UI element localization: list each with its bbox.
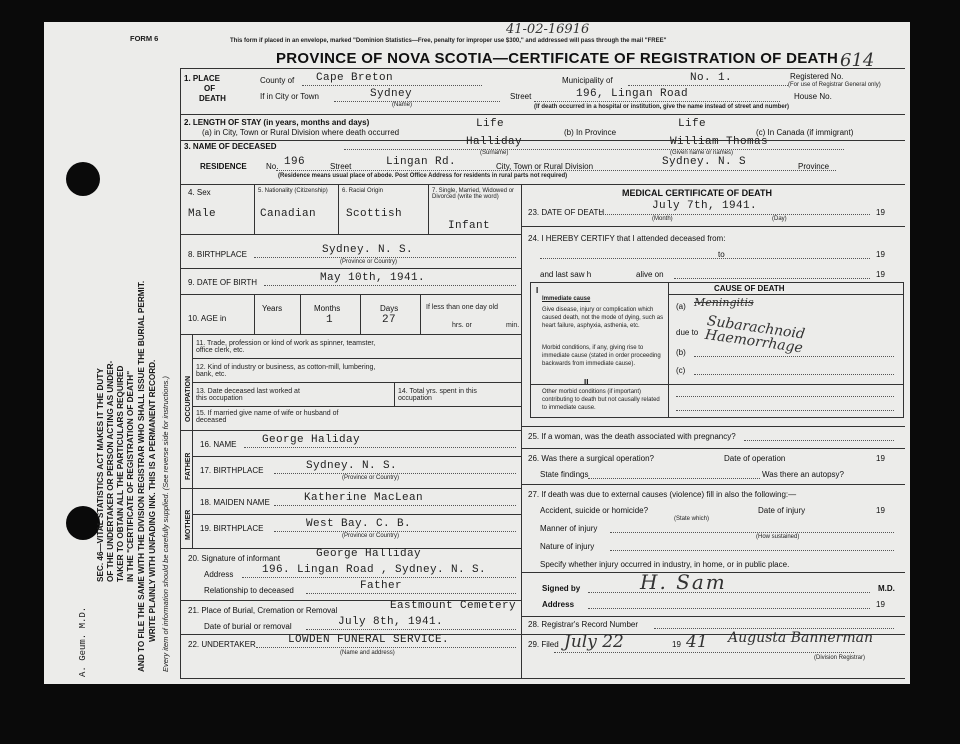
mother-side-label: MOTHER: [185, 509, 192, 540]
months-label: Months: [314, 304, 341, 313]
age-months-value: 1: [326, 314, 334, 326]
racial-value: Scottish: [346, 208, 403, 220]
dob-line: [264, 285, 516, 286]
residence-label: RESIDENCE: [200, 162, 247, 171]
birthplace-sub: (Province or Country): [340, 259, 398, 265]
occupation-13-label: 13. Date deceased last worked at this occupation: [196, 388, 300, 402]
stay-b-label: (b) In Province: [564, 128, 617, 137]
filed-year: 41: [686, 632, 708, 652]
cause-ii-rule: [530, 384, 904, 385]
nationality-label: 5. Nationality (Citizenship): [258, 188, 328, 194]
rule-m1: [521, 226, 905, 227]
undertaker-name: LOWDEN FUNERAL SERVICE.: [288, 634, 450, 646]
deceased-label: 3. NAME OF DECEASED: [184, 142, 277, 151]
mother-birthplace-sub: (Province or Country): [342, 533, 400, 539]
deceased-line: [344, 149, 844, 150]
rule-5: [180, 268, 521, 269]
cause-header: CAUSE OF DEATH: [714, 284, 785, 293]
registered-no-label: Registered No.: [790, 72, 844, 81]
burial-date-line: [306, 629, 516, 630]
page-title: PROVINCE OF NOVA SCOTIA—CERTIFICATE OF REGISTRATION OF DEATH: [276, 50, 839, 67]
bottom-border: [180, 678, 905, 679]
father-birthplace-line: [274, 473, 516, 474]
street-note: (If death occurred in a hospital or institution, give the name instead of street and number): [534, 104, 790, 110]
cause-c-label: (c): [676, 366, 686, 375]
sidebar-line-6: WRITE PLAINLY WITH UNFADING INK. THIS IS A PERMANENT RECORD.: [148, 359, 157, 642]
county-label: County of: [260, 76, 295, 85]
rule-occ-3: [192, 406, 521, 407]
external-causes-label: 27. If death was due to external causes (violence) fill in also the following:—: [528, 490, 797, 499]
state-which: (State which): [674, 516, 710, 522]
other-label: Other morbid conditions (if important) contributing to death but not causally related to immediate cause.: [542, 389, 660, 411]
record-number-label: 28. Registrar's Record Number: [528, 620, 639, 629]
rule-m4: [521, 484, 905, 485]
burial-date: July 8th, 1941.: [338, 616, 444, 628]
date-operation-label: Date of operation: [724, 454, 786, 463]
nationality-value: Canadian: [260, 208, 317, 220]
medical-header: MEDICAL CERTIFICATE OF DEATH: [622, 188, 772, 198]
rule-m2: [521, 426, 905, 427]
sidebar-line-3: TAKER TO OBTAIN ALL THE PARTICULARS REQUIRED: [116, 365, 125, 582]
age-div-3: [360, 294, 361, 334]
mother-birthplace-line: [274, 531, 516, 532]
sidebar-line-1: SEC. 46—VITAL STATISTICS ACT MAKES IT THE DUTY: [96, 368, 105, 582]
residence-no-label: No.: [266, 162, 279, 171]
year-suffix-27: 19: [876, 506, 885, 515]
findings-line: [588, 478, 760, 479]
residence-city: Sydney. N. S: [662, 156, 747, 168]
cause-other-line-2: [676, 410, 894, 411]
due-to-label: due to: [676, 328, 699, 337]
cause-b-label: (b): [676, 348, 686, 357]
father-side-label: FATHER: [185, 452, 192, 480]
residence-note: (Residence means usual place of abode. Post Office Address for residents in rural parts not required): [278, 173, 568, 179]
cause-col-divider: [668, 282, 669, 418]
autopsy-label: Was there an autopsy?: [762, 470, 844, 479]
nature-line: [610, 550, 894, 551]
relationship-label: Relationship to deceased: [204, 586, 294, 595]
med-address-label: Address: [542, 600, 575, 609]
mother-birthplace: West Bay. C. B.: [306, 518, 412, 530]
cause-header-rule: [668, 294, 903, 295]
city-line: [334, 101, 500, 102]
undertaker-line: [256, 647, 516, 648]
rule-occ-2: [192, 382, 521, 383]
signed-label: Signed by: [542, 584, 581, 593]
occ-13-14-divider: [394, 382, 395, 406]
month-sub: (Month): [652, 216, 673, 222]
nature-label: Nature of injury: [540, 542, 595, 551]
punch-hole-bottom: [66, 506, 100, 540]
cause-a-value: Subarachnoid Haemorrhage: [703, 313, 806, 357]
cause-a-struck: Meningitis: [694, 296, 754, 309]
burial-date-label: Date of burial or removal: [204, 622, 292, 631]
dob-value: May 10th, 1941.: [320, 272, 426, 284]
rule-6: [180, 294, 521, 295]
stay-a-label: (a) in City, Town or Rural Division where death occurred: [202, 128, 400, 137]
signed-line: [588, 592, 870, 593]
municipality-line: [628, 85, 788, 86]
rule-occ-1: [192, 358, 521, 359]
deceased-surname-sub: (Surname): [480, 150, 509, 156]
informant-address-label: Address: [204, 570, 234, 579]
age-days-value: 27: [382, 314, 397, 326]
father-birthplace-label: 17. BIRTHPLACE: [200, 466, 264, 475]
sidebar-line-2: OF THE UNDERTAKER OR PERSON ACTING AS UNDER-: [106, 360, 115, 582]
min-label: min.: [506, 322, 520, 329]
accident-label: Accident, suicide or homicide?: [540, 506, 649, 515]
cause-b-line: [694, 356, 894, 357]
certify-to: to: [718, 250, 725, 259]
roman-2: II: [584, 378, 589, 387]
rule-9: [192, 456, 521, 457]
top-note: This form if placed in an envelope, marked "Dominion Statistics—Free, penalty for improper use $300," and addressed will pass through the mail "FREE": [230, 38, 667, 44]
municipality-label: Municipality of: [562, 76, 613, 85]
father-birthplace-sub: (Province or Country): [342, 475, 400, 481]
occupation-11-label: 11. Trade, profession or kind of work as spinner, teamster, office clerk, etc.: [196, 340, 376, 354]
registered-no-value: 614: [840, 50, 875, 71]
year-suffix-26: 19: [876, 454, 885, 463]
sidebar-line-4: IN THE "CERTIFICATE OF REGISTRATION OF DEATH": [126, 370, 135, 582]
street-value: 196, Lingan Road: [576, 88, 689, 100]
age-div-4: [420, 294, 421, 334]
cause-a-label: (a): [676, 302, 686, 311]
pregnancy-label: 25. If a woman, was the death associated with pregnancy?: [528, 432, 736, 441]
occupation-side-label: OCCUPATION: [185, 375, 192, 422]
sidebar-margin-note: A. Geum. M.D.: [78, 606, 88, 677]
certify-line-1: [540, 258, 870, 259]
form-label: FORM 6: [130, 34, 159, 43]
age-div-2: [300, 294, 301, 334]
undertaker-sub: (Name and address): [340, 650, 395, 656]
filed-19: 19: [672, 640, 681, 649]
deceased-given-sub: (Given name or names): [670, 150, 734, 156]
age-label: 10. AGE in: [188, 314, 227, 323]
header-rule: [180, 68, 905, 69]
residence-line: [276, 170, 836, 171]
date-of-death-label: 23. DATE OF DEATH: [528, 208, 605, 217]
stay-b-value: Life: [678, 118, 707, 130]
rule-10: [180, 488, 521, 489]
certify-label: 24. I HEREBY CERTIFY that I attended deceased from:: [528, 234, 726, 243]
rule-m6: [521, 616, 905, 617]
rule-1: [180, 114, 905, 115]
specify-label: Specify whether injury occurred in industry, in home, or in public place.: [540, 560, 790, 569]
municipality-value: No. 1.: [690, 72, 733, 84]
less-day-label: If less than one day old: [426, 304, 498, 311]
racial-label: 6. Racial Origin: [342, 188, 384, 194]
street-line: [534, 101, 780, 102]
manner-label: Manner of injury: [540, 524, 598, 533]
rule-8: [180, 430, 521, 431]
dob-label: 9. DATE OF BIRTH: [188, 278, 258, 287]
registered-no-sub: (For use of Registrar General only): [788, 82, 881, 88]
operation-label: 26. Was there a surgical operation?: [528, 454, 654, 463]
certify-line-2: [674, 278, 870, 279]
city-value: Sydney: [370, 88, 413, 100]
residence-street-label: Street: [330, 162, 352, 171]
length-of-stay-label: 2. LENGTH OF STAY (in years, months and days): [184, 118, 370, 127]
md-label: M.D.: [878, 584, 895, 593]
physician-signature: H. Sam: [640, 570, 727, 594]
marital-label: 7. Single, Married, Widowed or Divorced (write the word): [432, 188, 515, 200]
divider-6-7: [428, 184, 429, 234]
place-label-2: OF: [204, 84, 216, 93]
top-handwritten-number: 41-02-16916: [506, 22, 590, 37]
occupation-12-label: 12. Kind of industry or business, as cotton-mill, lumbering, bank, etc.: [196, 364, 376, 378]
immediate-desc: Give disease, injury or complication which caused death, not the mode of dying, such as heart failure, asphyxia, asthenia, etc.: [542, 307, 664, 329]
deceased-given: William Thomas: [670, 136, 769, 148]
rule-m3: [521, 448, 905, 449]
residence-city-label: City, Town or Rural Division: [496, 162, 594, 171]
informant-name: George Halliday: [316, 548, 422, 560]
date-of-death-value: July 7th, 1941.: [652, 200, 758, 212]
day-sub: (Day): [772, 216, 787, 222]
street-label: Street: [510, 92, 532, 101]
burial-place: Eastmount Cemetery: [390, 600, 517, 612]
father-name-line: [244, 447, 516, 448]
divider-4-5: [254, 184, 255, 234]
mother-name-line: [274, 505, 516, 506]
residence-no: 196: [284, 156, 306, 168]
cause-c-line: [694, 374, 894, 375]
stay-c-label: (c) In Canada (if immigrant): [756, 128, 854, 137]
registrar-signature: Augusta Bannerman: [728, 630, 873, 646]
residence-province-label: Province: [798, 162, 830, 171]
manner-line: [610, 532, 894, 533]
parents-side-divider: [192, 430, 193, 548]
father-name-label: 16. NAME: [200, 440, 237, 449]
record-number-line: [654, 628, 894, 629]
date-of-death-line: [600, 214, 870, 215]
father-birthplace: Sydney. N. S.: [306, 460, 398, 472]
immediate-label: Immediate cause: [542, 296, 591, 302]
age-div-1: [254, 294, 255, 334]
year-suffix-addr: 19: [876, 600, 885, 609]
birthplace-label: 8. BIRTHPLACE: [188, 250, 247, 259]
registrar-sub: (Division Registrar): [814, 655, 866, 661]
mother-birthplace-label: 19. BIRTHPLACE: [200, 524, 264, 533]
filed-date: July 22: [564, 632, 624, 652]
city-label: If in City or Town: [260, 92, 319, 101]
county-value: Cape Breton: [316, 72, 394, 84]
divider-5-6: [338, 184, 339, 234]
relationship-line: [306, 593, 516, 594]
center-divider: [521, 184, 522, 678]
informant-address: 196. Lingan Road , Sydney. N. S.: [262, 564, 487, 576]
hrs-label: hrs. or: [452, 322, 472, 329]
rule-2: [180, 140, 905, 141]
certify-last: and last saw h: [540, 270, 592, 279]
burial-label: 21. Place of Burial, Cremation or Removal: [188, 606, 338, 615]
rule-3: [180, 184, 905, 185]
sex-value: Male: [188, 208, 217, 220]
how-sustained: (How sustained): [756, 534, 800, 540]
sidebar-line-5: AND TO FILE THE SAME WITH THE DIVISION REGISTRAR WHO SHALL ISSUE THE BURIAL PERMIT.: [137, 280, 146, 672]
morbid-label: Morbid conditions, if any, giving rise to immediate cause (stated in order proceeding backwards from immediate cause).: [542, 345, 661, 367]
informant-label: 20. Signature of informant: [188, 554, 281, 563]
occupation-14-label: 14. Total yrs. spent in this occupation: [398, 388, 477, 402]
deceased-surname: Halliday: [466, 136, 523, 148]
father-name: George Haliday: [262, 434, 361, 446]
relationship-value: Father: [360, 580, 403, 592]
cause-other-line-1: [676, 396, 894, 397]
rule-7: [180, 334, 521, 335]
mother-name-label: 18. MAIDEN NAME: [200, 498, 270, 507]
mother-name: Katherine MacLean: [304, 492, 424, 504]
date-injury-label: Date of injury: [758, 506, 806, 515]
death-certificate: [44, 22, 910, 684]
year-suffix-24a: 19: [876, 250, 885, 259]
undertaker-label: 22. UNDERTAKER: [188, 640, 256, 649]
sidebar-line-7: Every item of information should be carefully supplied. (See reverse side for instructions.): [161, 376, 170, 672]
certify-alive: alive on: [636, 270, 664, 279]
rule-4: [180, 234, 521, 235]
place-label-3: DEATH: [199, 94, 226, 103]
house-no-label: House No.: [794, 92, 832, 101]
place-label-1: 1. PLACE: [184, 74, 221, 83]
sex-label: 4. Sex: [188, 188, 211, 197]
marital-value: Infant: [448, 220, 491, 232]
findings-label: State findings: [540, 470, 589, 479]
filed-line: [554, 652, 854, 653]
pregnancy-line: [744, 440, 894, 441]
birthplace-line: [254, 257, 516, 258]
rule-11: [192, 514, 521, 515]
med-address-line: [588, 608, 870, 609]
days-label: Days: [380, 304, 399, 313]
year-suffix-23: 19: [876, 208, 885, 217]
years-label: Years: [262, 304, 283, 313]
filed-label: 29. Filed: [528, 640, 559, 649]
left-border: [180, 68, 181, 678]
city-sub: (Name): [392, 102, 413, 108]
occupation-15-label: 15. If married give name of wife or husband of deceased: [196, 410, 339, 424]
residence-street: Lingan Rd.: [386, 156, 457, 168]
informant-address-line: [242, 577, 516, 578]
punch-hole-top: [66, 162, 100, 196]
roman-1: I: [536, 286, 539, 295]
stay-a-value: Life: [476, 118, 505, 130]
birthplace-value: Sydney. N. S.: [322, 244, 414, 256]
year-suffix-24b: 19: [876, 270, 885, 279]
county-line: [302, 85, 482, 86]
